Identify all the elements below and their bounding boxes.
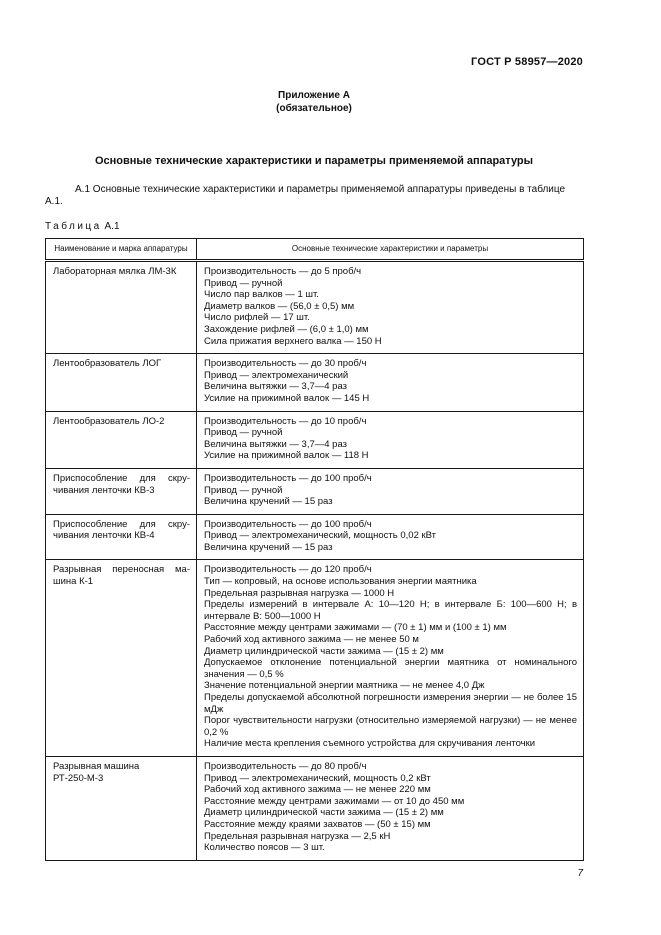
param-line: Привод — электромеханический, мощность 0,2 кВт [204, 772, 431, 784]
param-line: Производительность — до 30 проб/ч [204, 358, 367, 370]
param-line: Привод — электромеханический [204, 369, 349, 381]
section-title: Основные технические характеристики и параметры применяемой аппаратуры [94, 155, 534, 167]
param-line: Рабочий ход активного зажима — не менее 50 м [204, 634, 419, 646]
param-line: Число пар валков — 1 шт. [204, 289, 319, 301]
param-line: Привод — ручной [204, 427, 283, 439]
param-line: Производительность — до 80 проб/ч [204, 760, 367, 772]
param-line: Привод — ручной [204, 277, 283, 289]
table-row [46, 756, 584, 860]
param-line: Величина вытяжки — 3,7—4 раз [204, 438, 347, 450]
param-line: Диаметр цилиндрической части зажима — (15 ± 2) мм [204, 807, 444, 819]
apparatus-name-cell: Лентообразователь ЛОГ [46, 354, 197, 411]
apparatus-params-cell [197, 560, 584, 757]
table-header [46, 239, 584, 261]
table-row [46, 354, 584, 411]
param-line: Производительность — до 100 проб/ч [204, 518, 372, 530]
param-line: Производительность — до 120 проб/ч [204, 564, 372, 576]
param-line: Пределы измерений в интервале А: 10—120 Н; в интервале Б: 100—600 Н; в интервале В: 500—1000 Н [204, 599, 577, 622]
param-line: Производительность — до 100 проб/ч [204, 472, 372, 484]
param-line: Количество поясов — 3 шт. [204, 842, 325, 854]
apparatus-params-cell [197, 514, 584, 560]
table-body [46, 261, 584, 861]
appendix-heading [45, 89, 583, 115]
apparatus-params-cell [197, 411, 584, 468]
param-line: Рабочий ход активного зажима — не менее 220 мм [204, 784, 431, 796]
table-label-word: Таблица [45, 221, 102, 232]
param-line: Величина вытяжки — 3,7—4 раз [204, 381, 347, 393]
table-row [46, 560, 584, 757]
table-header-params: Основные технические характеристики и параметры [197, 239, 584, 261]
appendix-title: Приложение А [278, 90, 350, 101]
apparatus-params-cell [197, 468, 584, 514]
param-line: Расстояние между краями захватов — (50 ± 15) мм [204, 818, 431, 830]
param-line: Усилие на прижимной валок — 118 Н [204, 450, 369, 462]
param-line: Тип — копровый, на основе использования энергии маятника [204, 576, 477, 588]
apparatus-params-cell [197, 354, 584, 411]
table-row [46, 261, 584, 354]
document-code: ГОСТ Р 58957—2020 [471, 56, 583, 68]
appendix-subtitle: (обязательное) [276, 103, 352, 114]
table-row [46, 514, 584, 560]
table-row [46, 468, 584, 514]
table-label [45, 221, 583, 232]
param-line: Величина кручений — 15 раз [204, 496, 333, 508]
page-number: 7 [577, 867, 583, 879]
param-line: Привод — электромеханический, мощность 0,02 кВт [204, 530, 437, 542]
param-line: Диаметр валков — (56,0 ± 0,5) мм [204, 300, 355, 312]
param-line: Наличие места крепления съемного устройства для скручивания ленточки [204, 738, 536, 750]
intro-paragraph: А.1 Основные технические характеристики и параметры применяемой аппаратуры приведены в таблице А.1. [45, 184, 566, 207]
apparatus-params-cell [197, 261, 584, 354]
param-line: Диаметр цилиндрической части зажима — (15 ± 2) мм [204, 645, 444, 657]
apparatus-name-cell: Приспособление для скру- чивания ленточки КВ-3 [46, 468, 197, 514]
param-line: Допускаемое отклонение потенциальной энергии маятника от номинального значения — 0,5 % [204, 657, 577, 680]
param-line: Порог чувствительности нагрузки (относительно измеряемой нагрузки) — не менее 0,2 % [204, 715, 577, 738]
table-row [46, 411, 584, 468]
apparatus-name-cell: Лентообразователь ЛО-2 [46, 411, 197, 468]
param-line: Значение потенциальной энергии маятника — не менее 4,0 Дж [204, 680, 485, 692]
apparatus-name-cell: Лабораторная мялка ЛМ-3К [46, 261, 197, 354]
param-line: Захождение рифлей — (6,0 ± 1,0) мм [204, 323, 369, 335]
apparatus-name-cell: Приспособление для скру- чивания ленточки КВ-4 [46, 514, 197, 560]
param-line: Производительность — до 5 проб/ч [204, 266, 362, 277]
param-line: Расстояние между центрами зажимами — от 10 до 450 мм [204, 795, 465, 807]
characteristics-table [45, 238, 584, 861]
apparatus-name-cell: Разрывная машина РТ-250-М-3 [46, 756, 197, 860]
param-line: Величина кручений — 15 раз [204, 541, 333, 553]
apparatus-params-cell [197, 756, 584, 860]
param-line: Предельная разрывная нагрузка — 2,5 кН [204, 830, 391, 842]
param-line: Привод — ручной [204, 484, 283, 496]
param-line: Число рифлей — 17 шт. [204, 312, 310, 324]
param-line: Усилие на прижимной валок — 145 Н [204, 392, 370, 404]
param-line: Сила прижатия верхнего валка — 150 Н [204, 335, 382, 347]
param-line: Пределы допускаемой абсолютной погрешности измерения энергии — не более 15 мДж [204, 692, 577, 715]
apparatus-name-cell: Разрывная переносная ма- шина К-1 [46, 560, 197, 757]
table-header-name: Наименование и марка аппаратуры [46, 239, 197, 261]
param-line: Расстояние между центрами зажимами — (70 ± 1) мм и (100 ± 1) мм [204, 622, 507, 634]
param-line: Предельная разрывная нагрузка — 1000 Н [204, 587, 395, 599]
table-label-number: А.1 [104, 221, 120, 232]
param-line: Производительность — до 10 проб/ч [204, 415, 367, 427]
